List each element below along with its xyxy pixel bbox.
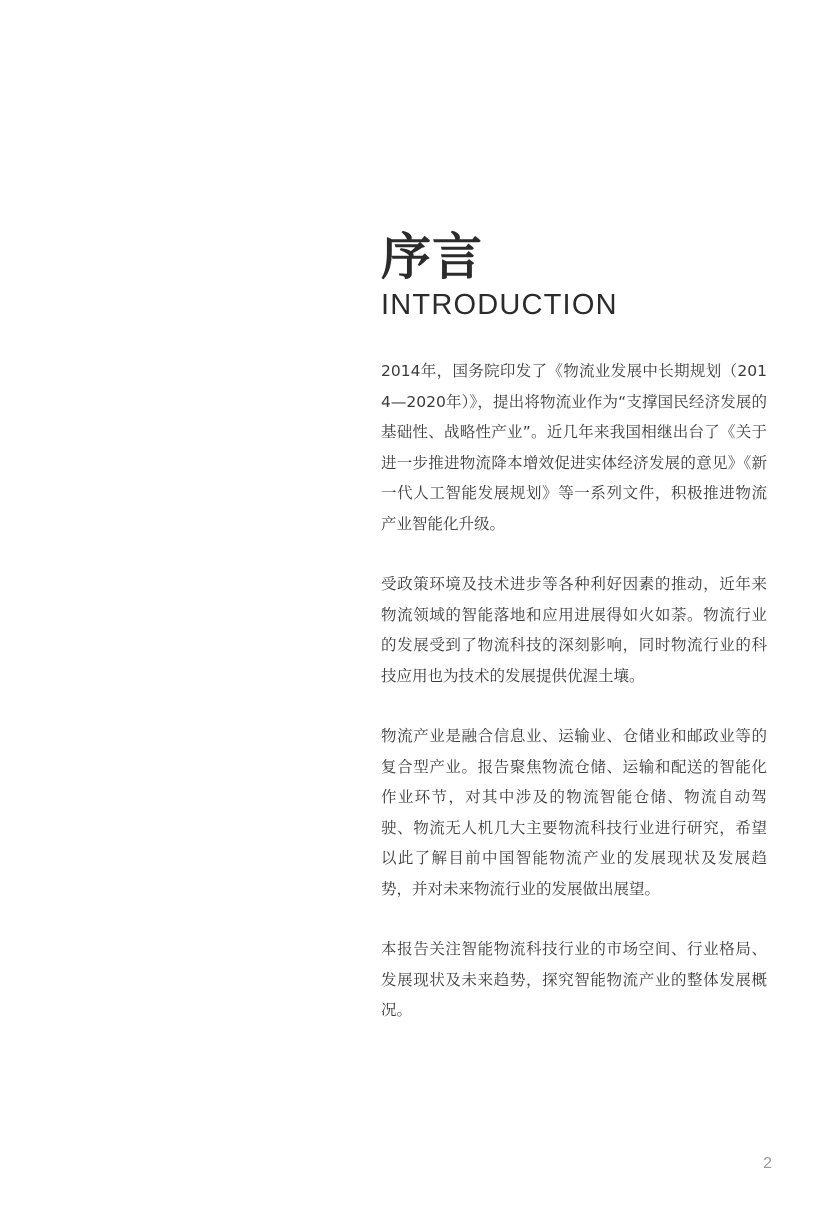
page-subtitle: INTRODUCTION: [381, 289, 618, 321]
paragraph: 2014年，国务院印发了《物流业发展中长期规划（2014—2020年）》，提出将物流业作为“支撑国民经济发展的基础性、战略性产业”。近几年来我国相继出台了《关于进一步推进物流降本增效促进实体经济发展的意见》《新一代人工智能发展规划》等一系列文件，积极推进物流产业智能化升级。: [381, 362, 767, 533]
body-text: [381, 356, 767, 1026]
paragraph: 物流产业是融合信息业、运输业、仓储业和邮政业等的复合型产业。报告聚焦物流仓储、运输和配送的智能化作业环节，对其中涉及的物流智能仓储、物流自动驾驶、物流无人机几大主要物流科技行业进行研究，希望以此了解目前中国智能物流产业的发展现状及发展趋势，并对未来物流行业的发展做出展望。: [381, 727, 767, 898]
paragraph: 本报告关注智能物流科技行业的市场空间、行业格局、发展现状及未来趋势，探究智能物流产业的整体发展概况。: [381, 940, 767, 1019]
page-title: 序言: [381, 228, 483, 286]
introduction-section: [381, 226, 767, 1056]
page-number: 2: [763, 1155, 772, 1172]
paragraph: 受政策环境及技术进步等各种利好因素的推动，近年来物流领域的智能落地和应用进展得如火如荼。物流行业的发展受到了物流科技的深刻影响，同时物流行业的科技应用也为技术的发展提供优渥土壤。: [381, 575, 767, 685]
